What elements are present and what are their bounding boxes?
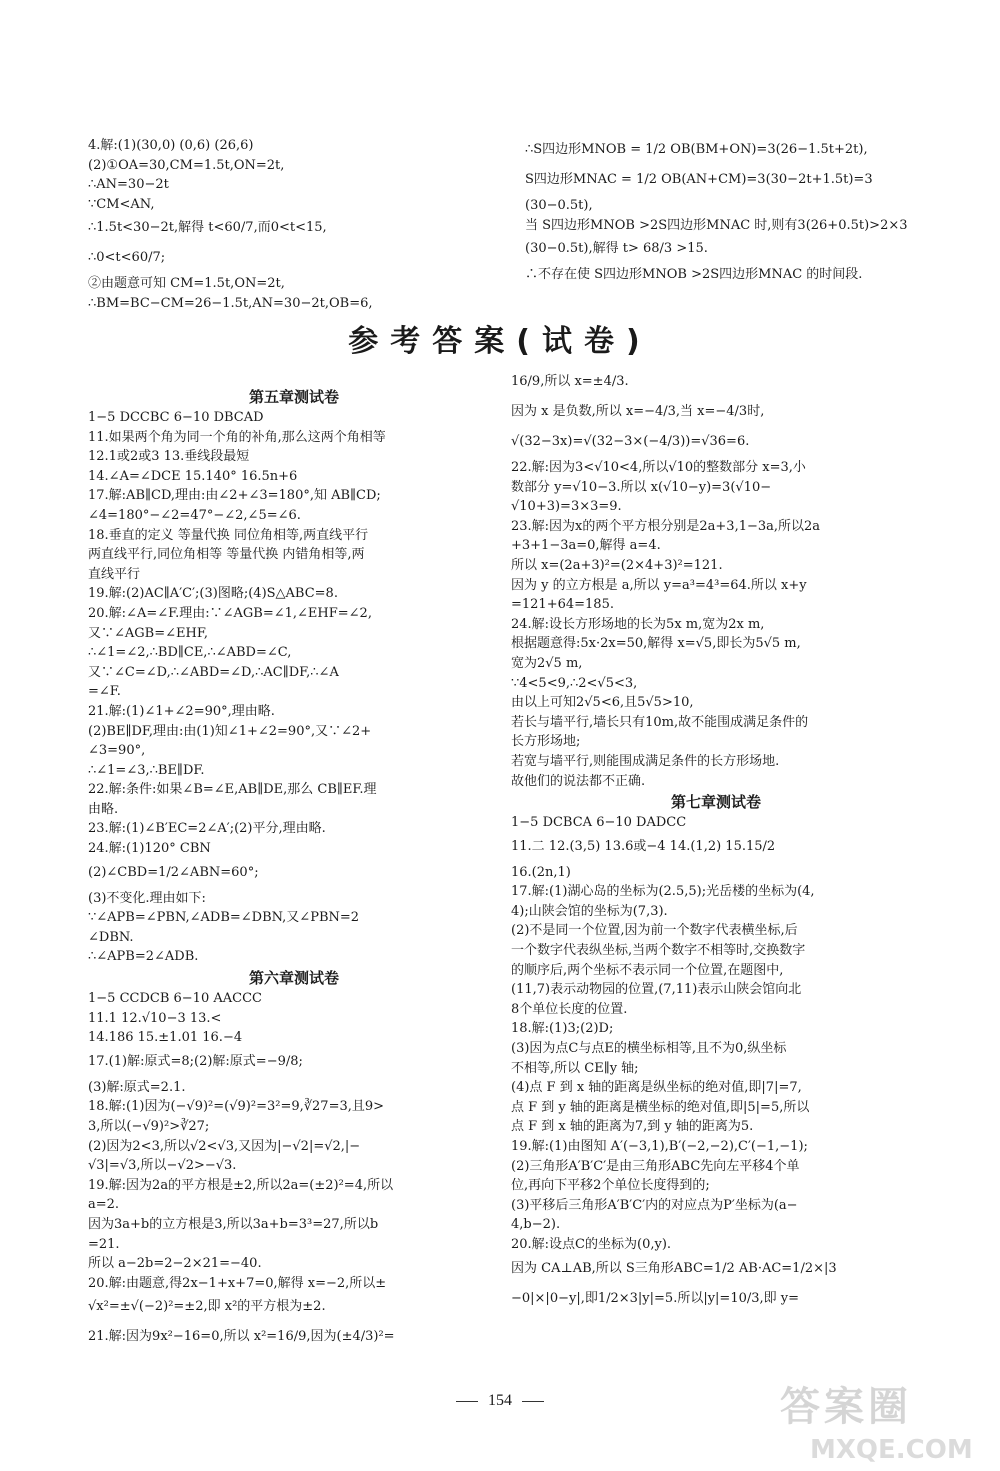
text-line: 20.解:由题意,得2x−1+x+7=0,解得 x=−2,所以±: [88, 1275, 387, 1291]
text-line: 又∵∠AGB=∠EHF,: [88, 625, 208, 641]
text-line: 8个单位长度的位置.: [511, 1001, 628, 1017]
text-line: √x²=±√(−2)²=±2,即 x²的平方根为±2.: [88, 1299, 326, 1315]
section-heading: 第七章测试卷: [670, 793, 761, 812]
page-number: 154: [440, 1392, 560, 1410]
text-line: =121+64=185.: [511, 597, 614, 613]
text-line: (3)因为点C与点E的横坐标相等,且不为0,纵坐标: [511, 1041, 787, 1057]
text-line: 根据题意得:5x·2x=50,解得 x=√5,即长为5√5 m,: [511, 636, 801, 652]
text-line: ∴1.5t<30−2t,解得 t<60/7,而0<t<15,: [88, 220, 327, 236]
text-line: 若长与墙平行,墙长只有10m,故不能围成满足条件的: [511, 714, 809, 730]
text-line: 点 F 到 y 轴的距离是横坐标的绝对值,即|5|=5,所以: [511, 1099, 810, 1115]
text-line: (2)三角形A′B′C′是由三角形ABC先向左平移4个单: [511, 1158, 800, 1174]
text-line: 11.二 12.(3,5) 13.6或−4 14.(1,2) 15.15/2: [511, 838, 776, 854]
text-line: +3+1−3a=0,解得 a=4.: [511, 538, 661, 554]
top-left-column: [88, 136, 493, 314]
text-line: (3)解:原式=2.1.: [88, 1079, 186, 1095]
text-line: ∴∠1=∠3,∴BE∥DF.: [88, 762, 205, 778]
text-line: 位,再向下平移2个单位长度得到的;: [511, 1178, 710, 1194]
text-line: 23.解:(1)∠B′EC=2∠A′;(2)平分,理由略.: [88, 821, 326, 837]
text-line: 数部分 y=√10−3.所以 x(√10−y)=3(√10−: [511, 479, 772, 495]
text-line: √(32−3x)=√(32−3×(−4/3))=√36=6.: [511, 434, 750, 449]
text-line: 又∵∠C=∠D,∴∠ABD=∠D,∴AC∥DF,∴∠A: [88, 664, 339, 680]
text-line: 19.解:(2)AC∥A′C′;(3)图略;(4)S△ABC=8.: [88, 586, 338, 602]
text-line: =21.: [88, 1236, 120, 1252]
text-line: 12.1或2或3 13.垂线段最短: [88, 449, 250, 465]
text-line: 两直线平行,同位角相等 等量代换 内错角相等,两: [88, 547, 365, 563]
text-line: ∴不存在使 S四边形MNOB >2S四边形MNAC 的时间段.: [525, 267, 863, 283]
text-line: ∴0<t<60/7;: [88, 250, 166, 266]
text-line: ∠DBN.: [88, 929, 134, 945]
text-line: 14.186 15.±1.01 16.−4: [88, 1030, 243, 1046]
text-line: ∵4<5<9,∴2<√5<3,: [511, 675, 638, 691]
text-line: 一个数字代表纵坐标,当两个数字不相等时,交换数字: [511, 943, 806, 959]
text-line: 16.(2n,1): [511, 864, 571, 880]
text-line: ∴∠1=∠2,∴BD∥CE,∴∠ABD=∠C,: [88, 645, 292, 661]
text-line: 长方形场地;: [511, 734, 581, 750]
text-line: (11,7)表示动物园的位置,(7,11)表示山陕会馆向北: [511, 982, 802, 998]
text-line: 11.如果两个角为同一个角的补角,那么这两个角相等: [88, 429, 386, 445]
text-line: ∵∠APB=∠PBN,∠ADB=∠DBN,又∠PBN=2: [88, 910, 360, 926]
text-line: (2)①OA=30,CM=1.5t,ON=2t,: [88, 157, 285, 173]
text-line: 当 S四边形MNOB >2S四边形MNAC 时,则有3(26+0.5t)>2×3: [525, 217, 908, 233]
page-title: 参考答案(试卷): [348, 324, 652, 359]
text-line: 22.解:因为3<√10<4,所以√10的整数部分 x=3,小: [511, 460, 806, 475]
text-line: 21.解:(1)∠1+∠2=90°,理由略.: [88, 703, 275, 719]
text-line: 因为 x 是负数,所以 x=−4/3,当 x=−4/3时,: [511, 404, 765, 419]
text-line: 直线平行: [88, 566, 141, 582]
text-line: 宽为2√5 m,: [511, 655, 583, 671]
text-line: 17.解:AB∥CD,理由:由∠2+∠3=180°,知 AB∥CD;: [88, 488, 381, 504]
top-right-column: [525, 136, 925, 285]
text-line: 因为 y 的立方根是 a,所以 y=a³=4³=64.所以 x+y: [511, 577, 807, 593]
text-line: (2)因为2<3,所以√2<√3,又因为|−√2|=√2,|−: [88, 1138, 361, 1154]
watermark-logo: [780, 1375, 1000, 1471]
text-line: 17.(1)解:原式=8;(2)解:原式=−9/8;: [88, 1053, 303, 1069]
text-line: 19.解:(1)由图知 A′(−3,1),B′(−2,−2),C′(−1,−1);: [511, 1139, 808, 1154]
text-line: 3,所以(−√9)²>∛27;: [88, 1119, 210, 1134]
text-line: 4.解:(1)(30,0) (0,6) (26,6): [88, 138, 254, 153]
text-line: 故他们的说法都不正确.: [511, 773, 646, 789]
text-line: 21.解:因为9x²−16=0,所以 x²=16/9,因为(±4/3)²=: [88, 1329, 395, 1345]
text-line: 由略.: [88, 801, 119, 817]
text-line: 23.解:因为x的两个平方根分别是2a+3,1−3a,所以2a: [511, 518, 821, 534]
text-line: 点 F 到 x 轴的距离为7,到 y 轴的距离为5.: [511, 1119, 754, 1135]
text-line: 4,b−2).: [511, 1217, 561, 1233]
text-line: (3)平移后三角形A′B′C′内的对应点为P′坐标为(a−: [511, 1197, 798, 1213]
text-line: 不相等,所以 CE∥y 轴;: [511, 1060, 639, 1076]
text-line: 因为3a+b的立方根是3,所以3a+b=3³=27,所以b: [88, 1216, 379, 1232]
text-line: 所以 a−2b=2−2×21=−40.: [88, 1256, 262, 1272]
section-heading: 第六章测试卷: [248, 969, 339, 988]
text-line: 由以上可知2√5<6,且5√5>10,: [511, 695, 694, 711]
text-line: ∴BM=BC−CM=26−1.5t,AN=30−2t,OB=6,: [88, 295, 373, 311]
text-line: 11.1 12.√10−3 13.<: [88, 1010, 222, 1026]
text-line: 1−5 DCCBC 6−10 DBCAD: [88, 410, 264, 425]
text-line: 4);山陕会馆的坐标为(7,3).: [511, 903, 668, 919]
text-line: 所以 x=(2a+3)²=(2×4+3)²=121.: [511, 557, 723, 573]
text-line: 因为 CA⊥AB,所以 S三角形ABC=1/2 AB·AC=1/2×|3: [511, 1260, 837, 1276]
text-line: S四边形MNAC = 1/2 OB(AN+CM)=3(30−2t+1.5t)=3: [525, 172, 873, 187]
text-line: (2)BE∥DF,理由:由(1)知∠1+∠2=90°,又∵∠2+: [88, 723, 372, 739]
text-line: (30−0.5t),: [525, 198, 593, 213]
text-line: ∠3=90°,: [88, 743, 146, 759]
text-line: 18.垂直的定义 等量代换 同位角相等,两直线平行: [88, 527, 369, 543]
text-line: ②由题意可知 CM=1.5t,ON=2t,: [88, 276, 285, 292]
text-line: 18.解:(1)3;(2)D;: [511, 1021, 614, 1037]
text-line: (2)∠CBD=1/2∠ABN=60°;: [88, 864, 259, 880]
text-line: 24.解:设长方形场地的长为5x m,宽为2x m,: [511, 616, 765, 632]
text-line: ∴S四边形MNOB = 1/2 OB(BM+ON)=3(26−1.5t+2t),: [525, 142, 868, 157]
right-column: [511, 368, 921, 1315]
text-line: √10+3)=3×3=9.: [511, 499, 622, 515]
text-line: (4)点 F 到 x 轴的距离是纵坐标的绝对值,即|7|=7,: [511, 1080, 802, 1096]
text-line: −0|×|0−y|,即1/2×3|y|=5.所以|y|=10/3,即 y=: [511, 1290, 800, 1306]
text-line: =∠F.: [88, 684, 121, 700]
text-line: (2)不是同一个位置,因为前一个数字代表横坐标,后: [511, 923, 798, 939]
text-line: ∵CM<AN,: [88, 196, 155, 212]
text-line: 的顺序后,两个坐标不表示同一个位置,在题图中,: [511, 962, 784, 978]
text-line: ∴∠APB=2∠ADB.: [88, 949, 199, 965]
text-line: (3)不变化.理由如下:: [88, 890, 206, 906]
text-line: 20.解:设点C的坐标为(0,y).: [511, 1236, 672, 1252]
text-line: a=2.: [88, 1197, 120, 1213]
text-line: 1−5 DCBCA 6−10 DADCC: [511, 815, 687, 831]
text-line: ∠4=180°−∠2=47°−∠2,∠5=∠6.: [88, 507, 301, 523]
text-line: 24.解:(1)120° CBN: [88, 841, 211, 857]
text-line: ∴AN=30−2t: [88, 177, 169, 193]
text-line: 16/9,所以 x=±4/3.: [511, 374, 629, 389]
text-line: 22.解:条件:如果∠B=∠E,AB∥DE,那么 CB∥EF.理: [88, 782, 377, 798]
section-heading: 第五章测试卷: [248, 388, 339, 406]
text-line: 若宽与墙平行,则能围成满足条件的长方形场地.: [511, 753, 780, 769]
left-column: [88, 386, 500, 1353]
text-line: √3|=√3,所以−√2>−√3.: [88, 1158, 237, 1174]
text-line: 19.解:因为2a的平方根是±2,所以2a=(±2)²=4,所以: [88, 1177, 394, 1193]
watermark-url: MXQE.COM: [810, 1435, 973, 1465]
text-line: 18.解:(1)因为(−√9)²=(√9)²=3²=9,∛27=3,且9>: [88, 1099, 385, 1115]
text-line: 14.∠A=∠DCE 15.140° 16.5n+6: [88, 468, 298, 484]
text-line: 20.解:∠A=∠F.理由:∵∠AGB=∠1,∠EHF=∠2,: [88, 605, 372, 621]
text-line: 1−5 CCDCB 6−10 AACCC: [88, 991, 262, 1007]
text-line: 17.解:(1)湖心岛的坐标为(2.5,5);光岳楼的坐标为(4,: [511, 884, 815, 900]
watermark-text: 答案圈: [780, 1384, 912, 1430]
text-line: (30−0.5t),解得 t> 68/3 >15.: [525, 241, 708, 257]
